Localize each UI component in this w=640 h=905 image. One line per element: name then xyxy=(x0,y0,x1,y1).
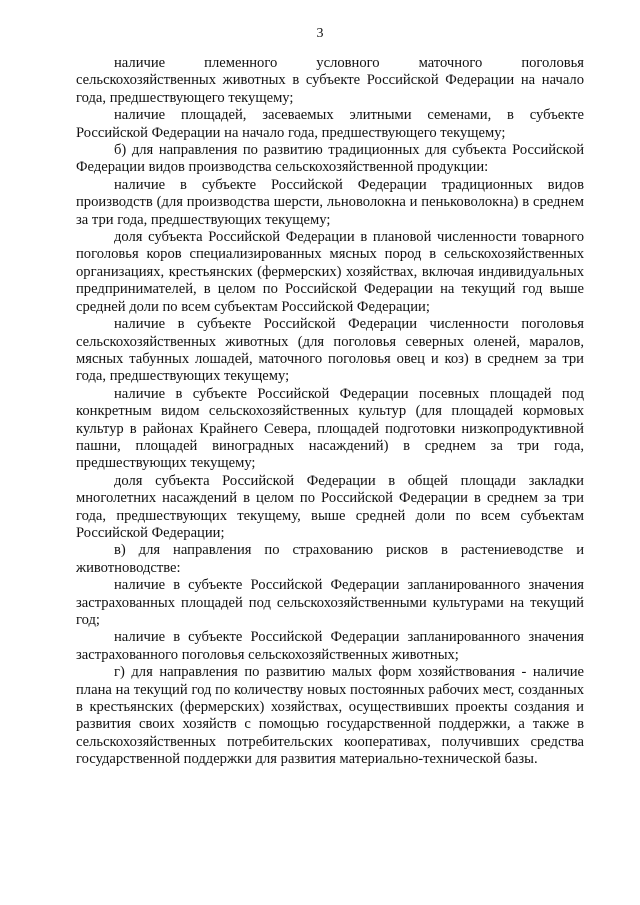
paragraph: наличие в субъекте Российской Федерации посевных площадей под конкретным видом сельскохозяйственных культур (для площадей кормовых культур в районах Крайнего Севера, площадей подготовки низкопродуктивной пашни, площадей виноградных насаждений) в среднем за три года, предшествующих текущему; xyxy=(76,385,584,472)
page-number: 3 xyxy=(316,26,324,41)
paragraph: наличие племенного условного маточного поголовья сельскохозяйственных животных в субъекте Российской Федерации на начало года, предшествующего текущему; xyxy=(76,55,584,106)
paragraph: наличие площадей, засеваемых элитными семенами, в субъекте Российской Федерации на начало года, предшествующего текущему; xyxy=(76,107,584,141)
paragraph: доля субъекта Российской Федерации в плановой численности товарного поголовья коров специализированных мясных пород в сельскохозяйственных организациях, крестьянских (фермерских) хозяйствах, включая индивидуальных предпринимателей, в целом по Российской Федерации на текущий год выше средней доли по всем субъектам Российской Федерации; xyxy=(76,229,584,315)
paragraph: наличие в субъекте Российской Федерации запланированного значения застрахованных площадей под сельскохозяйственными культурами на текущий год; xyxy=(76,577,584,628)
paragraph: в) для направления по страхованию рисков в растениеводстве и животноводстве: xyxy=(76,542,584,576)
paragraph: г) для направления по развитию малых форм хозяйствования - наличие плана на текущий год по количеству новых постоянных рабочих мест, созданных в крестьянских (фермерских) хозяйствах, осуществивших проекты создания и развития своих хозяйств с помощью государственной поддержки, а также в сельскохозяйственных потребительских кооперативах, получивших средства государственной поддержки для развития материально-технической базы. xyxy=(76,664,584,768)
paragraph: наличие в субъекте Российской Федерации запланированного значения застрахованного поголовья сельскохозяйственных животных; xyxy=(76,629,584,663)
document-body xyxy=(76,55,584,769)
paragraph: б) для направления по развитию традиционных для субъекта Российской Федерации видов производства сельскохозяйственной продукции: xyxy=(76,142,584,176)
paragraph: наличие в субъекте Российской Федерации численности поголовья сельскохозяйственных животных (для поголовья северных оленей, маралов, мясных табунных лошадей, маточного поголовья овец и коз) в среднем за три года, предшествующих текущему; xyxy=(76,316,584,385)
paragraph: наличие в субъекте Российской Федерации традиционных видов производств (для производства шерсти, льноволокна и пеньковолокна) в среднем за три года, предшествующих текущему; xyxy=(76,176,584,228)
paragraph: доля субъекта Российской Федерации в общей площади закладки многолетних насаждений в целом по Российской Федерации в среднем за три года, предшествующих текущему, выше средней доли по всем субъектам Российской Федерации; xyxy=(76,472,584,541)
